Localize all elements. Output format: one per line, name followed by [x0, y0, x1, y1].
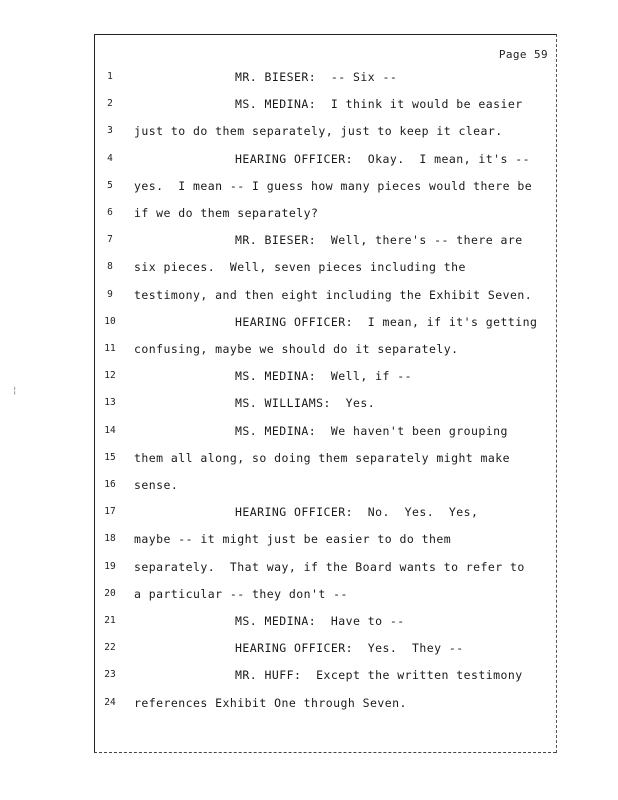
line-number: 20 — [104, 587, 116, 599]
line-number: 12 — [104, 370, 116, 382]
line-number: 18 — [104, 533, 116, 545]
transcript-line: just to do them separately, just to keep it clear. — [134, 124, 503, 139]
line-number: 8 — [107, 261, 113, 273]
line-number: 15 — [104, 451, 116, 463]
transcript-line: MR. BIESER: -- Six -- — [235, 70, 398, 84]
page-bottom-rule — [94, 752, 556, 753]
margin-mark: ¦ — [12, 386, 18, 396]
transcript-line: MS. MEDINA: Have to -- — [235, 614, 405, 628]
transcript-line: MS. WILLIAMS: Yes. — [235, 396, 376, 411]
transcript-line: maybe -- it might just be easier to do them — [134, 532, 452, 547]
line-number: 6 — [107, 207, 113, 218]
transcript-line: HEARING OFFICER: Yes. They -- — [235, 641, 464, 656]
line-number: 7 — [107, 234, 113, 246]
transcript-line: separately. That way, if the Board wants to refer to — [134, 559, 525, 574]
transcript-line: sense. — [134, 478, 179, 492]
line-number: 19 — [104, 560, 116, 572]
line-number: 9 — [107, 288, 113, 300]
line-number: 5 — [107, 179, 113, 191]
transcript-line: testimony, and then eight including the Exhibit Seven. — [134, 287, 533, 302]
transcript-line: HEARING OFFICER: I mean, if it's getting — [235, 314, 538, 329]
transcript-line: MS. MEDINA: I think it would be easier — [235, 97, 523, 112]
line-number: 1 — [107, 71, 113, 82]
transcript-line: them all along, so doing them separately might make — [134, 450, 511, 465]
transcript-line: MR. BIESER: Well, there's -- there are — [235, 233, 523, 248]
transcript-line: HEARING OFFICER: Okay. I mean, it's -- — [235, 151, 530, 166]
transcript-line: if we do them separately? — [134, 206, 319, 220]
line-number: 17 — [104, 506, 116, 518]
transcript-line: a particular -- they don't -- — [134, 586, 348, 601]
line-number: 10 — [104, 315, 116, 327]
transcript-line: yes. I mean -- I guess how many pieces would there be — [134, 178, 533, 193]
line-number: 24 — [104, 696, 116, 708]
line-number: 3 — [107, 125, 113, 137]
line-number: 16 — [104, 479, 116, 490]
transcript-line: confusing, maybe we should do it separately. — [134, 342, 459, 356]
line-number: 14 — [104, 424, 116, 436]
line-number: 22 — [104, 642, 116, 654]
transcript-line: MS. MEDINA: Well, if -- — [235, 369, 412, 384]
line-number: 2 — [107, 98, 113, 110]
transcript-line: references Exhibit One through Seven. — [134, 695, 407, 710]
transcript-line: MR. HUFF: Except the written testimony — [235, 668, 523, 683]
line-number: 4 — [107, 152, 113, 164]
line-number: 11 — [104, 343, 116, 354]
line-number: 21 — [104, 615, 116, 626]
line-number: 23 — [104, 669, 116, 681]
transcript-line: MS. MEDINA: We haven't been grouping — [235, 423, 508, 438]
line-number: 13 — [104, 397, 116, 409]
page-number-label: Page 59 — [498, 48, 548, 61]
transcript-line: six pieces. Well, seven pieces including the — [134, 260, 466, 275]
transcript-line: HEARING OFFICER: No. Yes. Yes, — [235, 505, 479, 520]
